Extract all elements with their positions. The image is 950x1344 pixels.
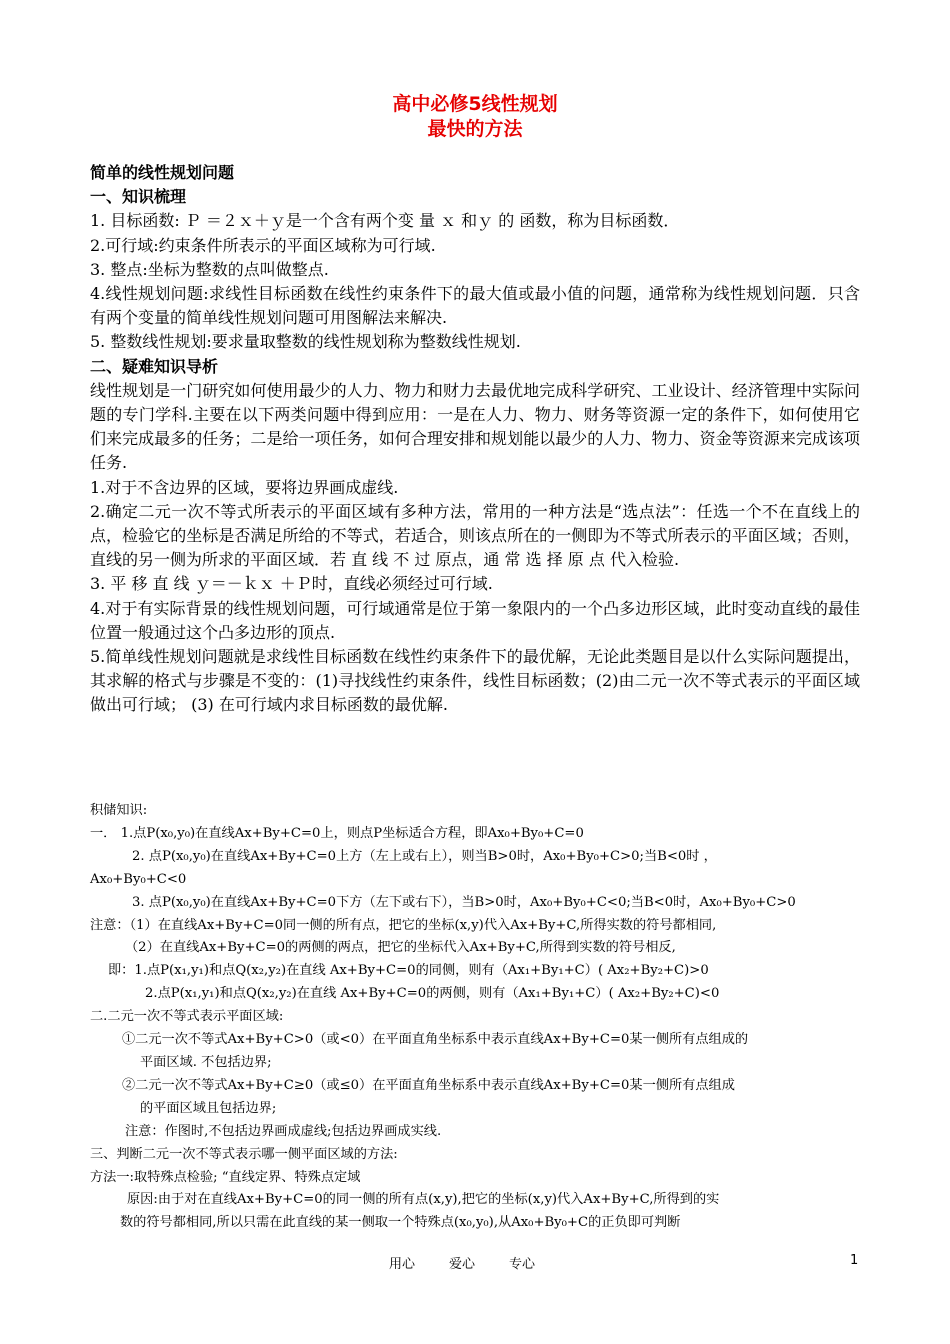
main-content [90, 161, 860, 718]
footer-motto-3: 专心 [509, 1257, 536, 1272]
store-line: 2.点P(x₁,y₁)和点Q(x₂,y₂)在直线 Ax+By+C=0的两侧，则有（Ax₁+By₁+C）( Ax₂+By₂+C)<0 [145, 986, 720, 1002]
part2-item: 4.对于有实际背景的线性规划问题，可行域通常是位于第一象限内的一个凸多边形区域，此时变动直线的最佳位置一般通过这个凸多边形的顶点. [90, 598, 860, 642]
store-title: 积储知识: [90, 803, 148, 818]
part2-item: 2.确定二元一次不等式所表示的平面区域有多种方法，常用的一种方法是“选点法”：任选一个不在直线上的点，检验它的坐标是否满足所给的不等式，若适合，则该点所在的一侧即为不等式所表示的平面区域；否则，直线的另一侧为所求的平面区域．若 直 线 不 过 原点，通 常 选 择 原 点 代入检验. [90, 501, 860, 570]
store-line: 一． 1.点P(x₀,y₀)在直线Ax+By+C=0上，则点P坐标适合方程，即Ax₀+By₀+C=0 [90, 825, 584, 841]
document-title-line1: 高中必修5线性规划 [392, 93, 558, 115]
store-line: 原因:由于对在直线Ax+By+C=0的同一侧的所有点(x,y),把它的坐标(x,y)代入Ax+By+C,所得到的实 [127, 1192, 720, 1208]
document-title-line2: 最快的方法 [427, 118, 523, 140]
part2-item: 1.对于不含边界的区域，要将边界画成虚线. [90, 477, 399, 497]
part1-item: 2.可行域:约束条件所表示的平面区域称为可行域. [90, 235, 436, 255]
store-line: 注意：作图时,不包括边界画成虚线;包括边界画成实线. [125, 1123, 442, 1139]
store-line: ②二元一次不等式Ax+By+C≥0（或≤0）在平面直角坐标系中表示直线Ax+By+C=0某一侧所有点组成 [122, 1077, 735, 1093]
part1-item: 4.线性规划问题:求线性目标函数在线性约束条件下的最大值或最小值的问题，通常称为线性规划问题．只含有两个变量的简单线性规划问题可用图解法来解决. [90, 284, 860, 328]
store-line: （2）在直线Ax+By+C=0的两侧的两点，把它的坐标代入Ax+By+C,所得到实数的符号相反, [125, 940, 676, 956]
footer-motto-1: 用心 [389, 1257, 416, 1272]
store-line: 2. 点P(x₀,y₀)在直线Ax+By+C=0上方（左上或右上），则当B>0时，Ax₀+By₀+C>0;当B<0时 ， [132, 848, 717, 864]
store-line: Ax₀+By₀+C<0 [90, 871, 187, 887]
part2-item: 5.简单线性规划问题就是求线性目标函数在线性约束条件下的最优解，无论此类题目是以什么实际问题提出，其求解的格式与步骤是不变的：(1)寻找线性约束条件，线性目标函数；(2)由二元一次不等式表示的平面区域做出可行域； (3) 在可行域内求目标函数的最优解. [90, 647, 860, 715]
store-line: 数的符号都相同,所以只需在此直线的某一侧取一个特殊点(x₀,y₀),从Ax₀+By₀+C的正负即可判断 [120, 1215, 681, 1231]
page-number: 1 [850, 1253, 859, 1268]
footer-motto [389, 1253, 569, 1272]
store-line: 三、判断二元一次不等式表示哪一侧平面区域的方法: [90, 1146, 398, 1162]
store-line: 3. 点P(x₀,y₀)在直线Ax+By+C=0下方（左下或右下），当B>0时，Ax₀+By₀+C<0;当B<0时，Ax₀+By₀+C>0 [132, 894, 796, 910]
store-line: 二.二元一次不等式表示平面区域: [90, 1009, 284, 1025]
part2-item: 3. 平 移 直 线 ｙ＝－ｋｘ ＋Ｐ时，直线必须经过可行域. [90, 574, 493, 594]
section-heading: 简单的线性规划问题 [90, 163, 235, 182]
part2-item: 线性规划是一门研究如何使用最少的人力、物力和财力去最优地完成科学研究、工业设计、经济管理中实际问题的专门学科.主要在以下两类问题中得到应用：一是在人力、物力、财务等资源一定的条件下，如何使用它们来完成最多的任务；二是给一项任务，如何合理安排和规划能以最少的人力、物力、资金等资源来完成该项任务. [90, 380, 860, 473]
store-line: 的平面区域且包括边界; [140, 1100, 277, 1116]
part1-item: 5. 整数线性规划:要求量取整数的线性规划称为整数线性规划. [90, 332, 521, 352]
store-line: 注意：（1）在直线Ax+By+C=0同一侧的所有点，把它的坐标(x,y)代入Ax+By+C,所得实数的符号都相同, [90, 917, 717, 933]
knowledge-store [90, 800, 865, 1235]
store-line: 即：1.点P(x₁,y₁)和点Q(x₂,y₂)在直线 Ax+By+C=0的同侧，则有（Ax₁+By₁+C）( Ax₂+By₂+C)>0 [108, 963, 709, 979]
store-line: 平面区域. 不包括边界; [140, 1054, 272, 1070]
footer-motto-2: 爱心 [449, 1257, 476, 1272]
part1-item: 3. 整点:坐标为整数的点叫做整点. [90, 259, 329, 279]
store-line: 方法一:取特殊点检验; “直线定界、特殊点定域 [90, 1169, 361, 1185]
part1-item: 1. 目标函数: Ｐ ＝２ｘ＋ｙ是一个含有两个变 量 ｘ 和ｙ 的 函数，称为目标函数． [90, 211, 680, 231]
store-line: ①二元一次不等式Ax+By+C>0（或<0）在平面直角坐标系中表示直线Ax+By+C=0某一侧所有点组成的 [122, 1032, 749, 1048]
part1-title: 一、知识梳理 [90, 187, 187, 207]
part2-title: 二、疑难知识导析 [90, 356, 219, 376]
